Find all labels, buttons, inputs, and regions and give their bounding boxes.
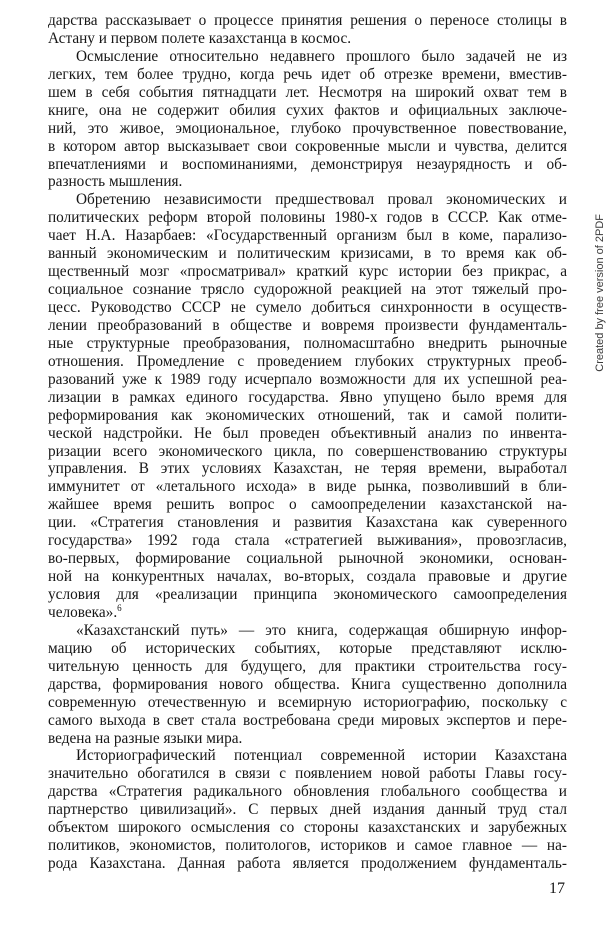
text-line: рода Казахстана. Данная работа является продолжением фундаменталь- <box>48 855 567 873</box>
text-fragment: человека». <box>48 603 118 621</box>
text-line: управления. В этих условиях Казахстан, не теряя времени, выработал <box>48 460 567 478</box>
text-line: книге, она не содержит обилия сухих фактов и официальных заключе- <box>48 101 567 119</box>
text-line: ведена на разные языки мира. <box>48 729 243 747</box>
text-line: дарства «Стратегия радикального обновления глобального сообщества и <box>48 783 567 801</box>
text-line: Астану и первом полете казахстанца в космос. <box>48 29 352 47</box>
text-line: разность мышления. <box>48 173 183 191</box>
text-line: цесс. Руководство СССР не сумело добиться синхронности в осуществ- <box>48 299 567 316</box>
page-text <box>48 12 567 873</box>
text-line: иммунитет от «летального исхода» в виде рынка, позволивший в бли- <box>48 478 567 496</box>
text-line: мацию об исторических событиях, которые представляют исклю- <box>48 639 567 657</box>
text-line: чительную ценность для будущего, для практики строительства госу- <box>48 657 567 675</box>
paragraph-first-line: «Казахстанский путь» — это книга, содержащая обширную инфор- <box>76 621 567 639</box>
text-line: партнерство цивилизаций». С первых дней издания данный труд стал <box>48 801 567 819</box>
text-line: впечатлениями и воспоминаниями, демонстрируя незаурядность и об- <box>48 155 567 173</box>
text-line: ные структурные преобразования, полномасштабно внедрить рыночные <box>48 334 567 352</box>
text-line: ванный экономическим и политическим кризисами, в то время как об- <box>48 245 567 263</box>
text-line: политиков, экономистов, политологов, историков и самое главное — на- <box>48 837 567 855</box>
footnote-reference: 6 <box>117 602 122 613</box>
text-line: щественный мозг «просматривал» краткий курс истории без прикрас, а <box>48 263 567 281</box>
paragraph-first-line: Обретению независимости предшествовал провал экономических и <box>76 191 567 209</box>
watermark-text: Created by free version of 2PDF <box>594 214 606 372</box>
text-line: отношения. Промедление с проведением глубоких структурных преоб- <box>48 352 567 370</box>
text-line: условия для «реализации принципа экономического самоопределения <box>48 586 567 603</box>
text-line: лизации в рамках единого государства. Явно упущено было время для <box>48 388 567 406</box>
text-line: дарства, формирования нового общества. Книга существенно дополнила <box>48 675 567 693</box>
text-line: ной на конкурентных началах, во-вторых, создала правовые и другие <box>48 568 567 586</box>
text-line: ризации всего экономического цикла, по совершенствованию структуры <box>48 442 567 460</box>
text-line: легких, тем более трудно, когда речь идет об отрезке времени, вместив- <box>48 65 567 83</box>
text-line: ний, это живое, эмоциональное, глубоко прочувственное повествование, <box>48 119 567 137</box>
text-line: ции. «Стратегия становления и развития Казахстана как суверенного <box>48 514 567 532</box>
text-line: дарства рассказывает о процессе принятия решения о переносе столицы в <box>48 12 567 29</box>
text-line: шем в себя события пятнадцати лет. Несмотря на широкий охват тем в <box>48 83 567 101</box>
text-line: лении преобразований в обществе и вовремя произвести фундаменталь- <box>48 316 567 334</box>
text-line: объектом широкого осмысления со стороны казахстанских и зарубежных <box>48 819 567 837</box>
text-line: социальное сознание трясло судорожной реакцией на этот тяжелый про- <box>48 281 567 299</box>
text-line: во-первых, формирование социальной рыночной экономики, основан- <box>48 550 567 568</box>
text-line: современную отечественную и всемирную историографию, поскольку с <box>48 693 567 711</box>
text-line: ческой надстройки. Не был проведен объективный анализ по инвента- <box>48 424 567 442</box>
page-number: 17 <box>549 880 565 897</box>
text-line: реформирования как экономических отношений, так и самой полити- <box>48 406 567 424</box>
text-line: жайшее время решить вопрос о самоопределении казахстанской на- <box>48 496 567 514</box>
text-line: разований уже к 1989 году исчерпало возможности для их успешной реа- <box>48 370 567 388</box>
paragraph-first-line: Историографический потенциал современной истории Казахстана <box>76 747 567 765</box>
text-line: государства» 1992 года стала «стратегией выживания», провозгласив, <box>48 532 567 550</box>
text-line: значительно обогатился в связи с появлением новой работы Главы госу- <box>48 765 567 783</box>
text-line: самого выхода в свет стала востребована среди мировых экспертов и пере- <box>48 711 567 729</box>
paragraph-first-line: Осмысление относительно недавнего прошлого было задачей не из <box>76 47 567 65</box>
text-line <box>48 604 567 622</box>
text-line: в котором автор высказывает свои сокровенные мысли и чувства, делится <box>48 137 567 155</box>
text-line: чает Н.А. Назарбаев: «Государственный организм был в коме, парализо- <box>48 227 567 245</box>
text-line: политических реформ второй половины 1980-х годов в СССР. Как отме- <box>48 209 567 227</box>
